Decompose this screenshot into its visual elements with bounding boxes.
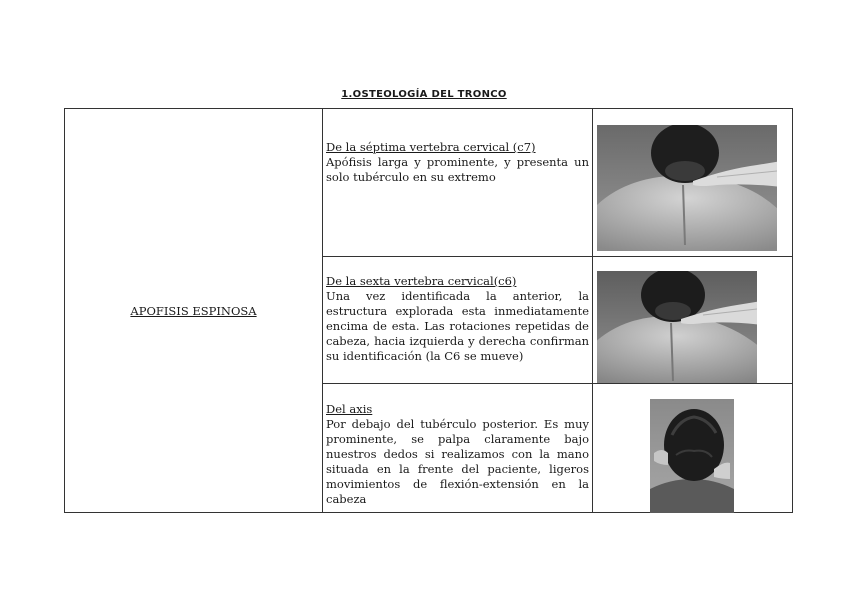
document-title: 1.OSTEOLOGÍA DEL TRONCO	[341, 89, 507, 100]
row-heading: Del axis	[326, 402, 373, 416]
row-body: Por debajo del tubérculo posterior. Es muy prominente, se palpa claramente bajo nuestros dedos si realizamos con la mano situada en la frente del paciente, ligeros movimientos de flexión-extensión en la cabeza	[326, 417, 589, 506]
row-body: Apófisis larga y prominente, y presenta un solo tubérculo en su extremo	[326, 155, 589, 184]
osteology-table	[64, 108, 793, 513]
c7-palpation-photo-icon	[597, 125, 777, 251]
image-cell	[593, 109, 793, 257]
description-cell	[323, 109, 593, 257]
axis-head-photo-icon	[650, 399, 734, 513]
row-heading: De la sexta vertebra cervical(c6)	[326, 274, 517, 288]
row-body: Una vez identificada la anterior, la estructura explorada esta inmediatamente encima de esta. Las rotaciones repetidas de cabeza, hacia izquierda y derecha confirman su identificación (la C6 se mueve)	[326, 289, 589, 363]
table-row	[65, 109, 793, 257]
image-cell	[593, 384, 793, 513]
description-cell	[323, 384, 593, 513]
c6-palpation-photo-icon	[597, 271, 757, 383]
image-cell	[593, 257, 793, 384]
structure-label: APOFISIS ESPINOSA	[130, 303, 257, 318]
description-cell	[323, 257, 593, 384]
structure-label-cell	[65, 109, 323, 513]
row-heading: De la séptima vertebra cervical (c7)	[326, 140, 536, 154]
